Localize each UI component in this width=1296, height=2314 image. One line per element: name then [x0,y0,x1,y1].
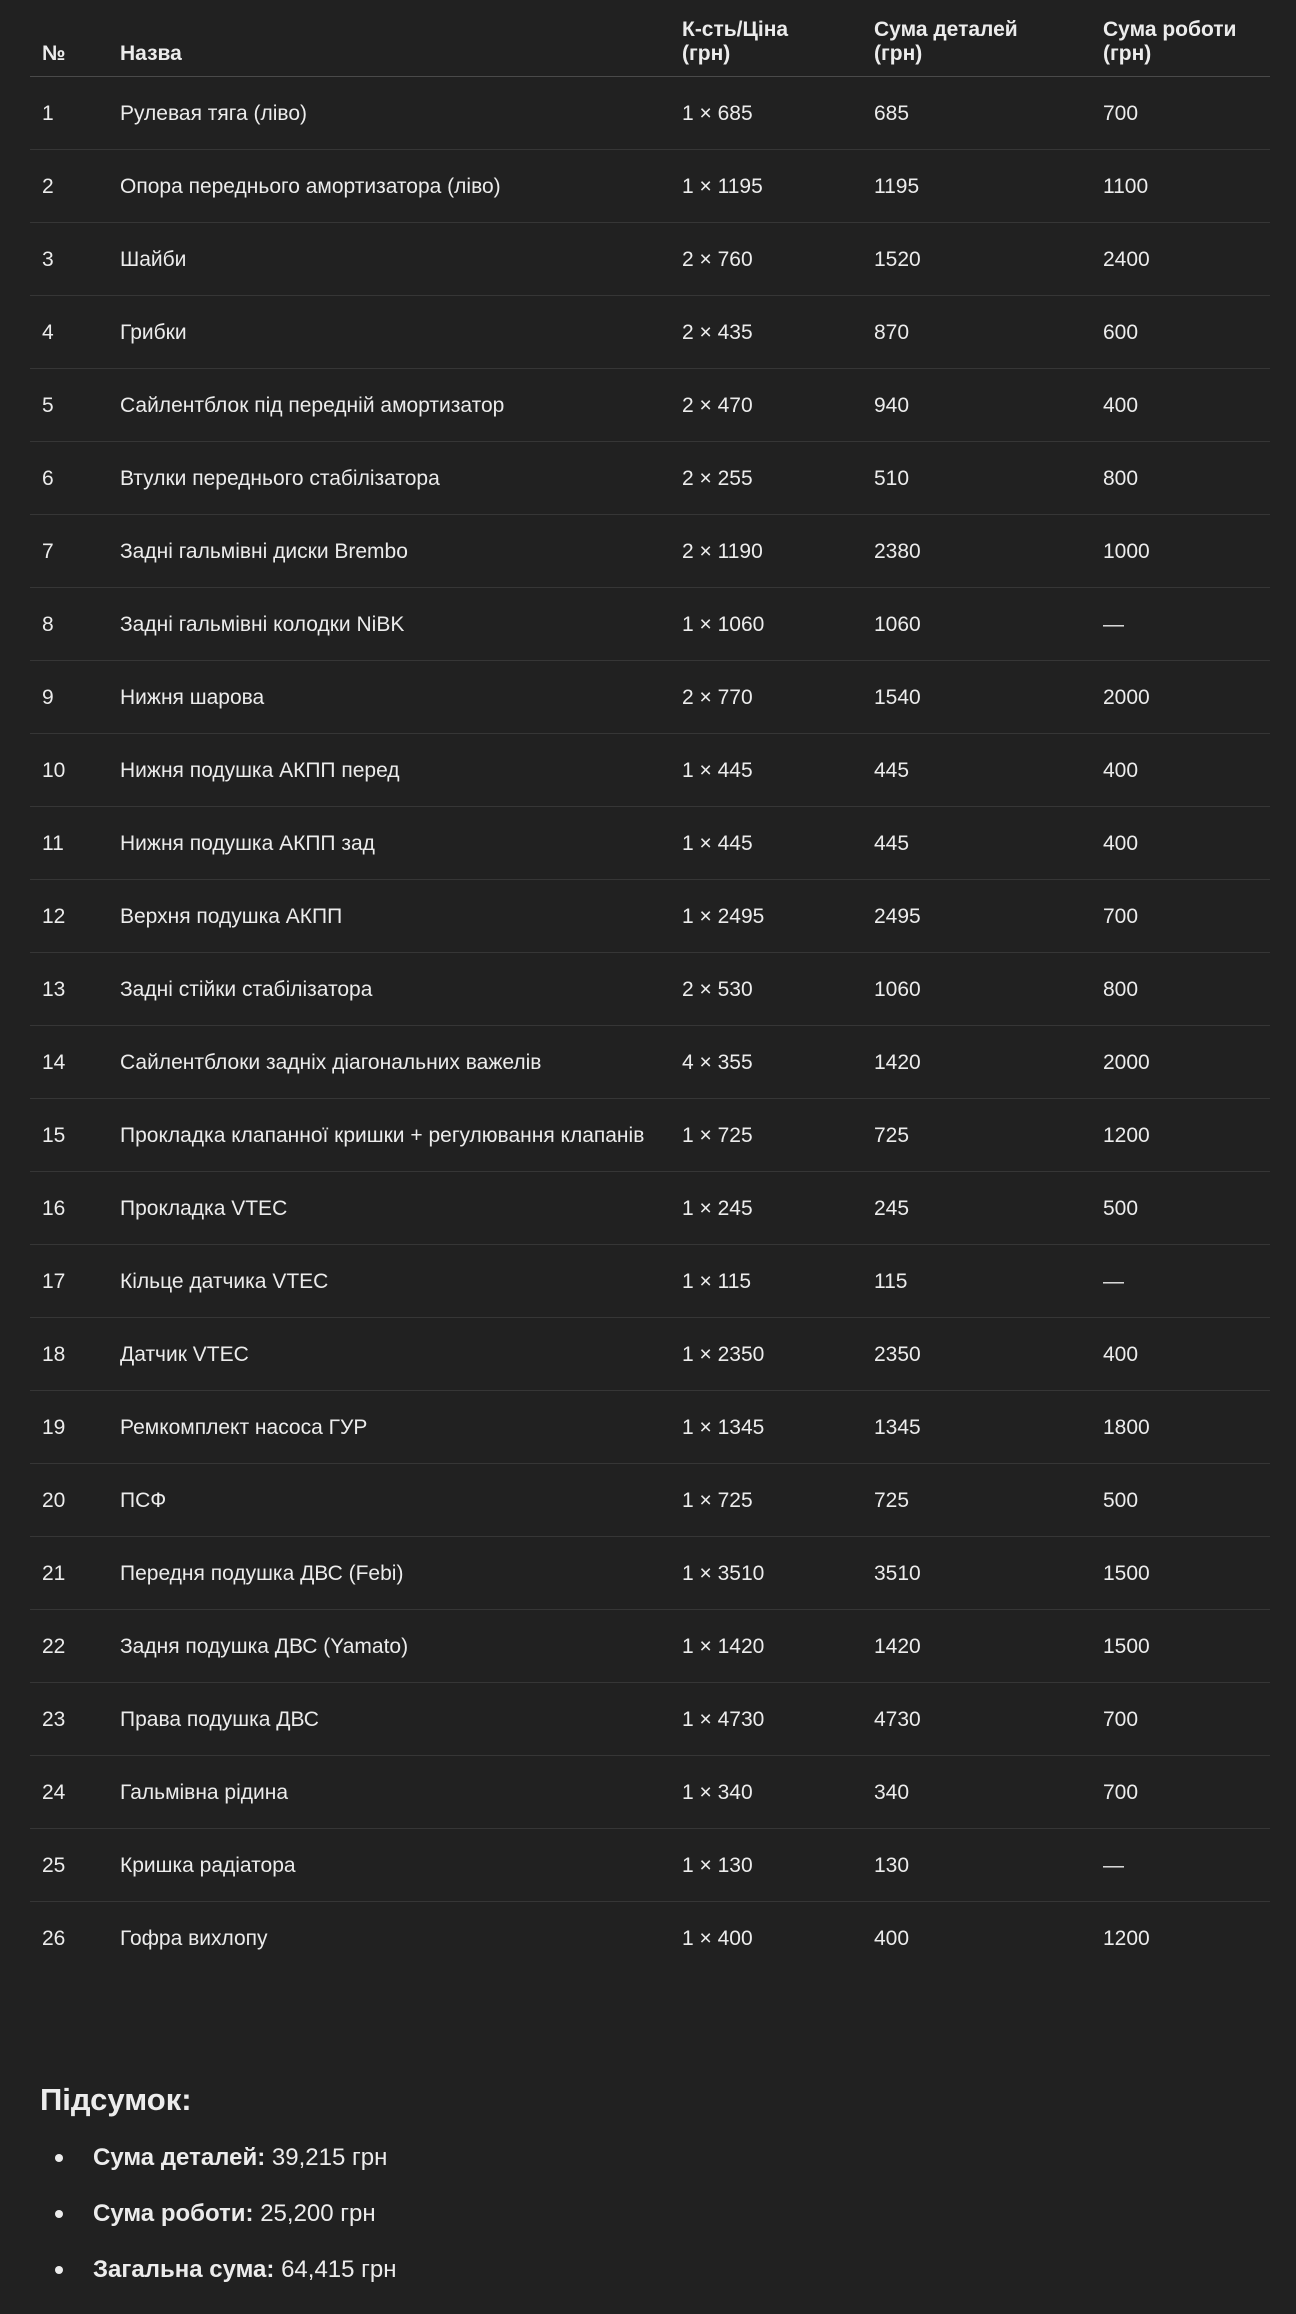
parts-table [30,14,1270,1974]
table-row [30,880,1270,953]
cell-parts-sum: 4730 [864,1683,1093,1756]
cell-qty-price: 2 × 1190 [672,515,864,588]
table-row [30,1172,1270,1245]
table-row [30,1391,1270,1464]
cell-labor-sum: 1200 [1093,1099,1270,1172]
cell-name: Датчик VTEC [110,1318,672,1391]
header-qty-line1: К-сть/Ціна [682,18,789,41]
cell-qty-price: 1 × 725 [672,1464,864,1537]
cell-name: Сайлентблоки задніх діагональних важелів [110,1026,672,1099]
header-parts-sum [864,14,1093,77]
summary-item-total [40,2250,1240,2290]
cell-qty-price: 2 × 255 [672,442,864,515]
header-row [30,14,1270,77]
table-row [30,1245,1270,1318]
cell-qty-price: 1 × 2350 [672,1318,864,1391]
table-row [30,1537,1270,1610]
cell-parts-sum: 2350 [864,1318,1093,1391]
cell-labor-sum: 700 [1093,880,1270,953]
cell-qty-price: 1 × 725 [672,1099,864,1172]
cell-number: 2 [30,150,110,223]
cell-labor-sum: 1200 [1103,1927,1150,1950]
table-row [30,1683,1270,1756]
cell-name: ПСФ [110,1464,672,1537]
cell-parts-sum: 940 [864,369,1093,442]
cell-number: 11 [30,807,110,880]
cell-number: 16 [30,1172,110,1245]
cell-labor-sum: 800 [1093,953,1270,1026]
cell-labor-sum: 400 [1093,807,1270,880]
cell-name: Верхня подушка АКПП [110,880,672,953]
header-parts-line1: Сума деталей [874,18,1018,41]
cell-labor-sum: — [1093,1829,1270,1902]
cell-qty-price: 1 × 1195 [672,150,864,223]
table-row [30,1902,1270,1975]
table-row [30,150,1270,223]
cell-parts-sum: 1060 [864,588,1093,661]
cell-parts-sum: 1540 [864,661,1093,734]
cell-name: Рулевая тяга (ліво) [110,77,672,150]
cell-name: Шайби [110,223,672,296]
cell-number: 14 [30,1026,110,1099]
cell-qty-price: 1 × 400 [682,1927,753,1950]
cell-qty-price: 1 × 1345 [672,1391,864,1464]
cell-number: 4 [30,296,110,369]
bullet-icon [55,2266,63,2274]
cell-name: Нижня шарова [110,661,672,734]
cell-labor-sum: 700 [1093,1683,1270,1756]
header-name: Назва [110,14,672,77]
cell-parts-sum: 725 [864,1464,1093,1537]
cell-labor-sum: 500 [1093,1464,1270,1537]
cell-name: Задні стійки стабілізатора [110,953,672,1026]
cell-name: Права подушка ДВС [110,1683,672,1756]
cell-qty-price: 2 × 770 [672,661,864,734]
cell-number: 26 [42,1927,66,1950]
header-labor-line1: Сума роботи [1103,18,1237,41]
cell-qty-price: 4 × 355 [672,1026,864,1099]
cell-labor-sum: 800 [1093,442,1270,515]
summary-item-labor [40,2194,1240,2234]
summary-labor-label: Сума роботи: [93,2200,254,2227]
summary-parts-value: 39,215 грн [265,2144,388,2171]
cell-name: Прокладка клапанної кришки + регулювання клапанів [110,1099,672,1172]
cell-labor-sum: 400 [1093,369,1270,442]
cell-labor-sum: 2000 [1093,1026,1270,1099]
table-row [30,1026,1270,1099]
header-labor-sum [1093,14,1270,77]
cell-labor-sum: 2400 [1093,223,1270,296]
cell-labor-sum: 600 [1093,296,1270,369]
cell-qty-price: 1 × 2495 [672,880,864,953]
table-row [30,661,1270,734]
cell-number: 17 [30,1245,110,1318]
cell-number: 20 [30,1464,110,1537]
cell-number: 13 [30,953,110,1026]
cell-name: Гальмівна рідина [110,1756,672,1829]
cell-name: Кришка радіатора [110,1829,672,1902]
table-row [30,1099,1270,1172]
cell-number: 5 [30,369,110,442]
cell-name: Задні гальмівні колодки NiBK [110,588,672,661]
table-row [30,77,1270,150]
cell-labor-sum: 1800 [1093,1391,1270,1464]
cell-number: 12 [30,880,110,953]
bullet-icon [55,2210,63,2218]
cell-qty-price: 2 × 435 [672,296,864,369]
header-labor-line2: (грн) [1103,42,1152,65]
cell-parts-sum: 3510 [864,1537,1093,1610]
cell-labor-sum: 1500 [1093,1537,1270,1610]
cell-parts-sum: 1420 [864,1610,1093,1683]
header-parts-line2: (грн) [874,42,923,65]
cell-number: 8 [30,588,110,661]
table-row [30,223,1270,296]
table-row [30,369,1270,442]
header-number: № [30,14,110,77]
cell-qty-price: 2 × 530 [672,953,864,1026]
table-row [30,515,1270,588]
table-row [30,1610,1270,1683]
cell-number: 21 [30,1537,110,1610]
cell-parts-sum: 245 [864,1172,1093,1245]
cell-number: 6 [30,442,110,515]
cell-qty-price: 1 × 245 [672,1172,864,1245]
cell-qty-price: 1 × 1060 [672,588,864,661]
cell-name: Передня подушка ДВС (Febi) [110,1537,672,1610]
cell-number: 19 [30,1391,110,1464]
cell-qty-price: 1 × 130 [672,1829,864,1902]
cell-parts-sum: 685 [864,77,1093,150]
cell-parts-sum: 115 [864,1245,1093,1318]
cell-name: Прокладка VTEC [110,1172,672,1245]
table-row [30,442,1270,515]
cell-parts-sum: 2495 [864,880,1093,953]
cell-qty-price: 1 × 685 [672,77,864,150]
cell-qty-price: 1 × 115 [672,1245,864,1318]
cell-labor-sum: 700 [1093,77,1270,150]
cell-labor-sum: — [1093,588,1270,661]
cell-name: Ремкомплект насоса ГУР [110,1391,672,1464]
cell-qty-price: 1 × 445 [672,807,864,880]
cell-parts-sum: 1420 [864,1026,1093,1099]
cell-number: 24 [30,1756,110,1829]
cell-parts-sum: 1060 [864,953,1093,1026]
summary-item-parts [40,2138,1240,2178]
cell-parts-sum: 725 [864,1099,1093,1172]
summary-title: Підсумок: [40,2082,192,2117]
header-qty-price [672,14,864,77]
cell-name: Сайлентблок під передній амортизатор [110,369,672,442]
cell-labor-sum: 1000 [1093,515,1270,588]
summary-parts-label: Сума деталей: [93,2144,266,2171]
cell-parts-sum: 445 [864,734,1093,807]
cell-number: 18 [30,1318,110,1391]
cell-name: Задня подушка ДВС (Yamato) [110,1610,672,1683]
table-row [30,1464,1270,1537]
cell-number: 10 [30,734,110,807]
cell-number: 25 [30,1829,110,1902]
cell-name: Опора переднього амортизатора (ліво) [110,150,672,223]
cell-name: Нижня подушка АКПП перед [110,734,672,807]
cell-qty-price: 1 × 1420 [672,1610,864,1683]
cell-parts-sum: 1520 [864,223,1093,296]
cell-labor-sum: 400 [1093,734,1270,807]
summary-section [40,2078,1240,2306]
cell-name: Втулки переднього стабілізатора [110,442,672,515]
cell-number: 23 [30,1683,110,1756]
cell-number: 15 [30,1099,110,1172]
cell-number: 1 [30,77,110,150]
cell-labor-sum: — [1093,1245,1270,1318]
cell-qty-price: 1 × 340 [672,1756,864,1829]
table-body [30,77,1270,1975]
cell-parts-sum: 340 [864,1756,1093,1829]
cell-qty-price: 1 × 4730 [672,1683,864,1756]
cell-name: Гофра вихлопу [120,1927,268,1950]
cell-qty-price: 2 × 470 [672,369,864,442]
cell-name: Грибки [110,296,672,369]
cell-name: Кільце датчика VTEC [110,1245,672,1318]
cell-labor-sum: 1100 [1093,150,1270,223]
cell-parts-sum: 445 [864,807,1093,880]
table-row [30,1318,1270,1391]
table-row [30,1829,1270,1902]
header-qty-line2: (грн) [682,42,731,65]
cell-qty-price: 1 × 445 [672,734,864,807]
cell-parts-sum: 870 [864,296,1093,369]
cell-labor-sum: 1500 [1093,1610,1270,1683]
cell-number: 7 [30,515,110,588]
cell-labor-sum: 700 [1093,1756,1270,1829]
table-row [30,734,1270,807]
summary-total-label: Загальна сума: [93,2256,275,2283]
table-row [30,953,1270,1026]
cell-number: 9 [30,661,110,734]
cell-name: Нижня подушка АКПП зад [110,807,672,880]
bullet-icon [55,2154,63,2162]
cell-parts-sum: 400 [874,1927,910,1950]
cell-qty-price: 2 × 760 [672,223,864,296]
cell-labor-sum: 2000 [1093,661,1270,734]
summary-labor-value: 25,200 грн [253,2200,376,2227]
cell-labor-sum: 400 [1093,1318,1270,1391]
cell-parts-sum: 510 [864,442,1093,515]
cell-name: Задні гальмівні диски Brembo [110,515,672,588]
cell-parts-sum: 2380 [864,515,1093,588]
table-row [30,807,1270,880]
cell-number: 22 [30,1610,110,1683]
cell-number: 3 [30,223,110,296]
summary-list [40,2138,1240,2290]
cell-labor-sum: 500 [1093,1172,1270,1245]
summary-total-value: 64,415 грн [274,2256,397,2283]
cell-parts-sum: 130 [864,1829,1093,1902]
cell-parts-sum: 1195 [864,150,1093,223]
table-header [30,14,1270,77]
table-row [30,588,1270,661]
table-row [30,1756,1270,1829]
cell-qty-price: 1 × 3510 [672,1537,864,1610]
cell-parts-sum: 1345 [864,1391,1093,1464]
table-row [30,296,1270,369]
